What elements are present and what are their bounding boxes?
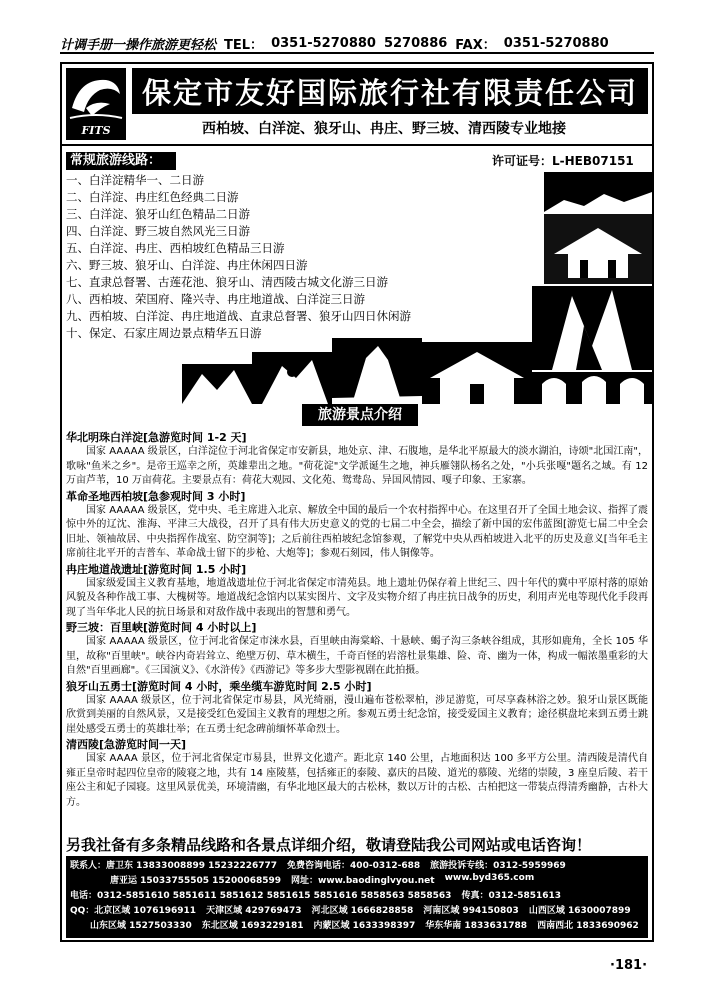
contact-row [70, 888, 644, 903]
company-tagline: 西柏坡、白洋淀、狼牙山、冉庄、野三坡、清西陵专业地接 [202, 121, 566, 137]
contact-cell: 西南西北 1833690962 [537, 921, 639, 931]
route-item: 八、西柏坡、荣国府、隆兴寺、冉庄地道战、白洋淀三日游 [66, 292, 365, 306]
tel-primary: 0351-5270880 [271, 35, 376, 51]
route-item: 一、白洋淀精华一、二日游 [66, 173, 204, 187]
dolphin-icon [66, 68, 126, 126]
fax-label: FAX： [455, 37, 496, 53]
fits-logo [66, 68, 126, 140]
advert-frame [60, 62, 654, 942]
contact-cell: 河北区域 1666828858 [311, 906, 414, 916]
logo-text: FITS [81, 124, 111, 137]
contact-cell: 山西区域 1630007899 [528, 906, 631, 916]
contact-box [66, 856, 648, 938]
contact-cell: 联系人：唐卫东 13833008899 15232226777 [70, 861, 278, 871]
section-title: 野三坡：百里峡[游览时间 4 小时以上] [66, 621, 257, 634]
route-item: 三、白洋淀、狼牙山红色精品二日游 [66, 207, 250, 221]
section-title: 华北明珠白洋淀[急游览时间 1-2 天] [66, 431, 247, 444]
section-body: 国家 AAAAA 级景区，位于河北省保定市涞水县，百里峡由海棠峪、十悬峡、蝎子沟三条峡谷组成，其形如鹿角，全长 105 华里，故称"百里峡"。峡谷内奇岩耸立、绝壁万仞、草木横生，千奇百怪的岩溶杜景集雄、险、奇、幽为一体，构成一幅浓墨重彩的大自然"百里画廊"。《三国演义》、《水浒传》《西游记》等多步大型影视剧在此拍摄。 [66, 636, 648, 676]
contact-cell: 免费咨询电话：400-0312-688 [287, 861, 421, 871]
tel-secondary: 5270886 [383, 35, 448, 51]
section-body: 国家级爱国主义教育基地，地道战遗址位于河北省保定市清苑县。地上遗址仍保存着上世纪三、四十年代的冀中平原村落的原始风貌及各种作战工事、大槐树等。地道战纪念馆内以某实图片、文字及实物介绍了冉庄抗日战争的历史，利用声光电等现代化手段再现了当年华北人民的抗日场景和对敌作战中表现出的智慧和勇气。 [66, 577, 648, 618]
route-item: 六、野三坡、狼牙山、白洋淀、冉庄休闲四日游 [66, 258, 308, 272]
section-title: 狼牙山五勇士[游览时间 4 小时，乘坐缆车游览时间 2.5 小时] [66, 679, 372, 693]
contact-cell: 东北区域 1693229181 [201, 921, 304, 931]
contact-cell: 河南区域 994150803 [423, 906, 519, 916]
route-item: 九、西柏坡、白洋淀、冉庄地道战、直隶总督署、狼牙山四日休闲游 [66, 309, 411, 323]
scenic-section [66, 489, 648, 562]
contact-cell: 电话：0312-5851610 5851611 5851612 5851615 5851616 5858563 5858563 [70, 891, 452, 901]
routes-heading: 常规旅游线路： [66, 152, 176, 170]
scenic-section [66, 737, 648, 810]
section-body: 国家 AAAA 景区，位于河北省保定市易县，世界文化遗产。距北京 140 公里，占地面积达 100 多平方公里。清西陵是清代自雍正皇帝时起四位皇帝的陵寝之地，共有 14 座陵墓，包括雍正的泰陵、嘉庆的昌陵、道光的慕陵、光绪的崇陵，3 座皇后陵、若干座公主和妃子园寝。这里风景优美，环境清幽，有华北地区最大的古松林，数以万计的古松、古柏把这一带装点得清秀幽静，古朴大方。 [66, 753, 648, 808]
topbar-tagline: 计调手册一操作旅游更轻松 [60, 37, 217, 53]
contact-cell: 网址：www.baodinglvyou.net [291, 876, 435, 886]
contact-cell: 传真：0312-5851613 [461, 891, 562, 901]
contact-row [70, 858, 644, 873]
mountain-photo [182, 364, 252, 404]
tomb-photo [532, 372, 652, 404]
route-item: 十、保定、石家庄周边景点精华五日游 [66, 326, 262, 340]
contact-cell: www.byd365.com [444, 873, 535, 883]
fax-number: 0351-5270880 [503, 35, 609, 51]
scenic-sections [66, 430, 648, 810]
contact-row [70, 873, 644, 888]
temple-photo [422, 342, 532, 404]
route-item: 五、白洋淀、冉庄、西柏坡红色精品三日游 [66, 241, 285, 255]
contact-cell: QQ：北京区域 1076196911 [70, 906, 197, 916]
contact-cell: 华东华南 1833631788 [425, 921, 528, 931]
section-title: 冉庄地道战遗址[游览时间 1.5 小时] [66, 562, 247, 576]
section-body: 国家 AAAA 级景区，位于河北省保定市易县，风光绮丽，漫山遍布苍松翠柏，涉足游览，可尽享森林浴之妙。狼牙山景区既能欣赏到美丽的自然风景，又是接受红色爱国主义教育的理想之所。参观五勇士纪念馆，接受爱国主义教育；途径棋盘坨来到五勇士跳崖处感受五勇士的英雄壮举；在五勇士纪念碑前缅怀革命烈士。 [66, 694, 648, 735]
route-item: 七、直隶总督署、古莲花池、狼牙山、清西陵古城文化游三日游 [66, 275, 388, 289]
contact-cell: 天津区域 429769473 [206, 906, 302, 916]
monument-photo [252, 352, 332, 404]
route-item: 四、白洋淀、野三坡自然风光三日游 [66, 224, 250, 238]
scenic-section [66, 430, 648, 489]
header [62, 64, 652, 146]
contact-cell: 唐亚运 15033755505 15200068599 [110, 876, 282, 886]
section-title: 清西陵[急游览时间一天] [66, 738, 187, 751]
contact-row [70, 903, 644, 918]
tel-label: TEL： [224, 37, 264, 53]
page-number: ·181· [610, 958, 648, 973]
section-body: 国家 AAAAA 级景区，党中央、毛主席进入北京、解放全中国的最后一个农村指挥中心。在这里召开了全国土地会议、指挥了震惊中外的辽沈、淮海、平津三大战役，召开了具有伟大历史意义的党的七届二中全会，描绘了新中国的宏伟蓝图[游览七届二中全会旧址、领袖故居、中央指挥作战室、防空洞等]；之后前往西柏坡纪念馆参观，了解党中央从西柏坡进入北平的历史及意义[当年毛主席前往北平开的吉普车、革命战士留下的步枪、大炮等]；参观石刻园，伟人铜像等。 [66, 504, 648, 559]
license-number: 许可证号：L-HEB07151 [492, 154, 634, 168]
contact-row [70, 918, 644, 933]
scenic-heading: 旅游景点介绍 [302, 404, 418, 426]
promo-line: 另我社备有多条精品线路和各景点详细介绍，敬请登陆我公司网站或电话咨询！ [66, 836, 592, 854]
section-title: 革命圣地西柏坡[急参观时间 3 小时] [66, 489, 246, 503]
route-list [66, 172, 526, 342]
contact-cell: 旅游投诉专线：0312-5959969 [430, 861, 566, 871]
top-bar [60, 34, 654, 54]
route-item: 二、白洋淀、冉庄红色经典二日游 [66, 190, 239, 204]
scenic-section [66, 562, 648, 621]
company-name: 保定市友好国际旅行社有限责任公司 [132, 68, 648, 114]
contact-cell: 内蒙区域 1633398397 [313, 921, 416, 931]
contact-cell: 山东区域 1527503330 [90, 921, 192, 931]
statue-photo [332, 338, 422, 404]
pavilion-photo [544, 214, 652, 284]
scenic-section [66, 679, 648, 738]
section-body: 国家 AAAAA 级景区，白洋淀位于河北省保定市安新县，地处京、津、石腹地，是华北平原最大的淡水湖泊，诗颂"北国江南"，歌咏"鱼米之乡"。是帝王巡幸之所，英雄辈出之地。"荷花淀"文学派诞生之地，神兵雁翎队杨名之处，"小兵张嘎"题名之域。有 12 万亩芦苇，10 万亩荷花。主要景点有：荷花大观园、文化苑、鸳鸯岛、异国风情园、嘎子印象、王家寨。 [66, 446, 648, 486]
cliff-photo [532, 286, 652, 370]
sky-photo [544, 172, 652, 212]
scenic-section [66, 620, 648, 679]
